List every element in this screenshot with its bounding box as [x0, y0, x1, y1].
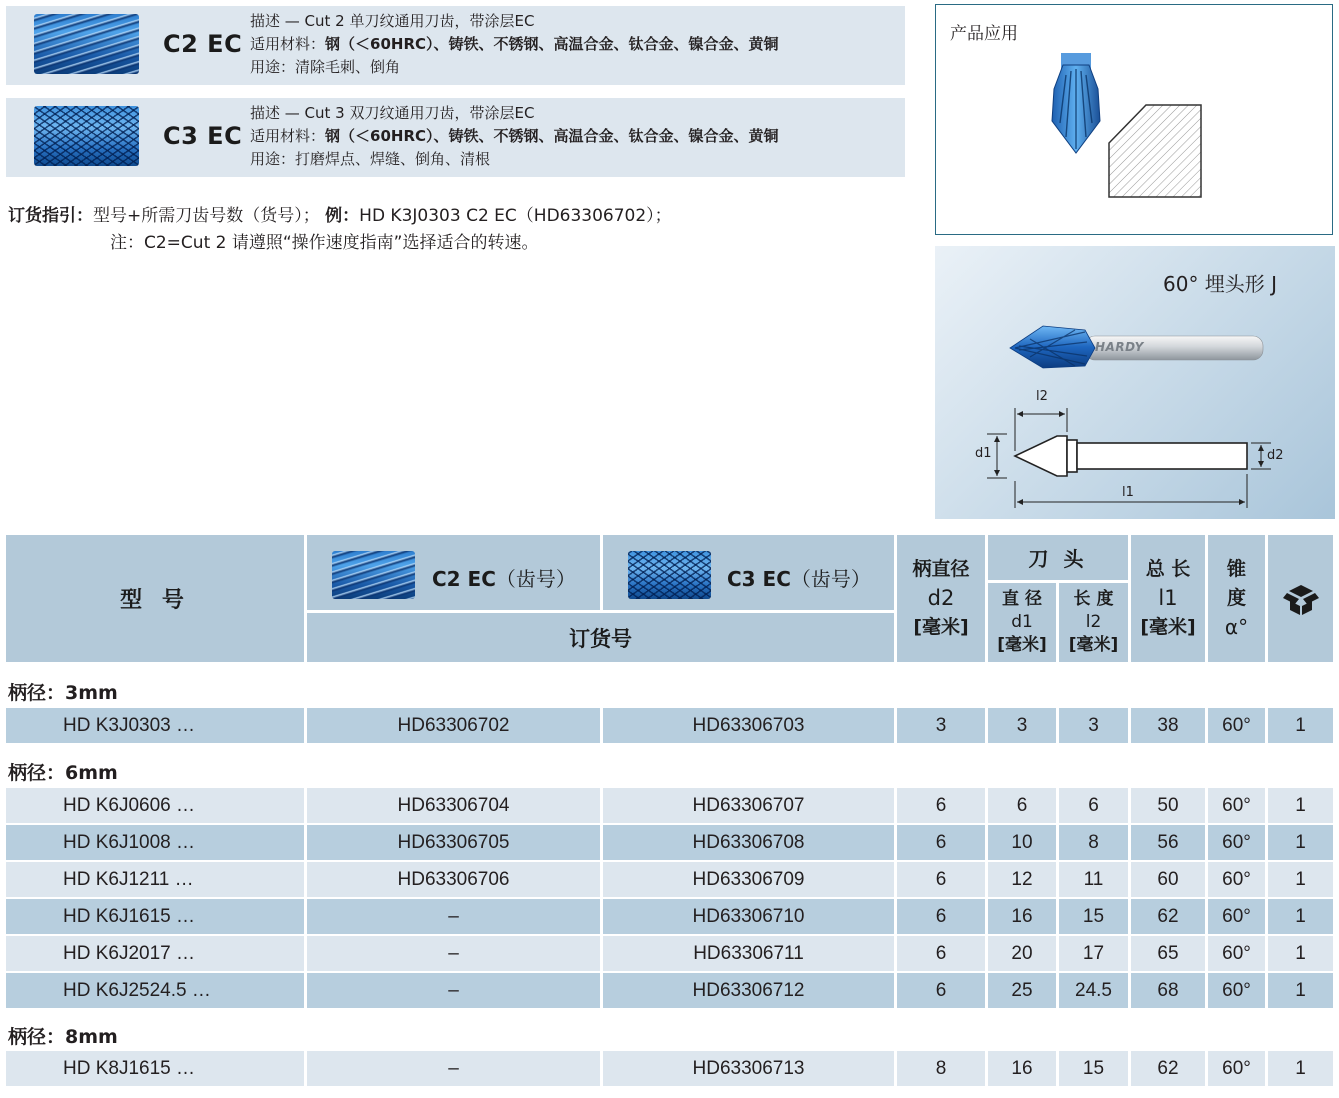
application-panel	[935, 4, 1333, 235]
ordering-text: 型号+所需刀齿号数（货号）；	[93, 206, 320, 226]
cell-d2: 6	[897, 825, 985, 860]
cutter-drawing	[935, 246, 1335, 519]
cell-pack: 1	[1268, 708, 1333, 743]
cell-d1: 25	[988, 973, 1056, 1008]
cell-c3: HD63306707	[603, 788, 894, 823]
cell-d1: 16	[988, 1051, 1056, 1086]
cell-l2: 24.5	[1059, 973, 1128, 1008]
header-c3-label	[727, 563, 871, 592]
cell-d1: 20	[988, 936, 1056, 971]
materials-text: 钢（＜60HRC）、铸铁、不锈钢、高温合金、钛合金、镍合金、黄铜	[325, 35, 779, 53]
cell-l1: 60	[1131, 862, 1205, 897]
dim-d2-label: d2	[1267, 448, 1284, 463]
cell-c3: HD63306711	[603, 936, 894, 971]
cell-l1: 38	[1131, 708, 1205, 743]
header-total-symbol: l1	[1158, 586, 1178, 610]
example-label: 例：	[325, 206, 360, 226]
header-taper-symbol: α°	[1224, 615, 1249, 639]
cell-d1: 6	[988, 788, 1056, 823]
desc-prefix: 描述 —	[250, 12, 305, 30]
header-length-symbol: l2	[1085, 612, 1102, 632]
dim-l2-label: l2	[1036, 389, 1048, 404]
cell-l1: 65	[1131, 936, 1205, 971]
header-diameter-title: 直 径	[1002, 589, 1042, 609]
desc-text: Cut 2 单刀纹通用刀齿，带涂层EC	[304, 12, 535, 30]
header-total-unit: [毫米]	[1140, 616, 1196, 638]
example-text: HD K3J0303 C2 EC（HD63306702）；	[359, 206, 672, 226]
desc-text: Cut 3 双刀纹通用刀齿，带涂层EC	[304, 104, 535, 122]
cell-c2: –	[307, 936, 600, 971]
cell-angle: 60°	[1208, 862, 1265, 897]
cell-c2: HD63306706	[307, 862, 600, 897]
cell-angle: 60°	[1208, 1051, 1265, 1086]
materials-text: 钢（＜60HRC）、铸铁、不锈钢、高温合金、钛合金、镍合金、黄铜	[325, 127, 779, 145]
header-shank-symbol: d2	[927, 586, 955, 610]
cell-angle: 60°	[1208, 973, 1265, 1008]
header-shank-unit: [毫米]	[913, 616, 969, 638]
cell-l1: 50	[1131, 788, 1205, 823]
header-diameter-unit: [毫米]	[997, 635, 1047, 655]
materials-label: 适用材料：	[250, 35, 326, 53]
cell-d2: 6	[897, 973, 985, 1008]
cell-d1: 16	[988, 899, 1056, 934]
cell-model: HD K6J1008 …	[6, 825, 304, 860]
dim-d1-label: d1	[975, 446, 992, 461]
cell-l2: 11	[1059, 862, 1128, 897]
cell-c2: HD63306705	[307, 825, 600, 860]
cell-l2: 15	[1059, 899, 1128, 934]
cell-angle: 60°	[1208, 899, 1265, 934]
c3-cut-texture-image	[628, 551, 711, 599]
header-c2	[307, 535, 600, 610]
cell-c2: –	[307, 973, 600, 1008]
cell-l1: 62	[1131, 899, 1205, 934]
cell-angle: 60°	[1208, 825, 1265, 860]
cell-l2: 6	[1059, 788, 1128, 823]
cell-c2: –	[307, 1051, 600, 1086]
cell-c3: HD63306703	[603, 708, 894, 743]
cell-c2: HD63306704	[307, 788, 600, 823]
cell-d2: 6	[897, 788, 985, 823]
cell-pack: 1	[1268, 1051, 1333, 1086]
cell-angle: 60°	[1208, 788, 1265, 823]
cell-pack: 1	[1268, 899, 1333, 934]
cell-l2: 8	[1059, 825, 1128, 860]
drawing-title: 60° 埋头形 J	[1163, 272, 1278, 296]
box-icon	[1283, 582, 1319, 616]
use-label: 用途：	[250, 58, 296, 76]
cell-d2: 3	[897, 708, 985, 743]
header-length-unit: [毫米]	[1068, 635, 1119, 655]
header-length-title: 长 度	[1073, 589, 1114, 609]
ordering-label: 订货指引：	[8, 206, 93, 226]
header-c3	[603, 535, 894, 610]
product-code: C2 EC	[163, 30, 243, 58]
cell-d1: 12	[988, 862, 1056, 897]
cell-l1: 62	[1131, 1051, 1205, 1086]
group-label-6mm: 柄径：6mm	[8, 762, 118, 784]
c2-cut-texture-image	[34, 14, 139, 74]
product-use	[250, 148, 490, 171]
header-taper	[1208, 535, 1265, 662]
header-head: 刀 头	[988, 535, 1128, 580]
header-shank-title: 柄直径	[912, 558, 970, 580]
cell-l2: 3	[1059, 708, 1128, 743]
cell-model: HD K3J0303 …	[6, 708, 304, 743]
cell-c3: HD63306713	[603, 1051, 894, 1086]
desc-prefix: 描述 —	[250, 104, 305, 122]
cell-d2: 6	[897, 936, 985, 971]
use-text: 清除毛刺、倒角	[295, 58, 401, 76]
cell-pack: 1	[1268, 788, 1333, 823]
c2-cut-texture-image	[332, 551, 415, 599]
header-c3-suffix: （齿号）	[790, 567, 871, 591]
header-model: 型 号	[6, 535, 304, 662]
product-description	[250, 102, 534, 125]
product-use	[250, 56, 400, 79]
header-c3-code: C3 EC	[727, 567, 791, 591]
cell-d2: 8	[897, 1051, 985, 1086]
cell-model: HD K6J2524.5 …	[6, 973, 304, 1008]
cell-d2: 6	[897, 899, 985, 934]
product-materials	[250, 125, 779, 148]
cell-c2: HD63306702	[307, 708, 600, 743]
cell-d1: 3	[988, 708, 1056, 743]
header-diameter-symbol: d1	[1011, 612, 1033, 632]
cell-pack: 1	[1268, 936, 1333, 971]
cell-angle: 60°	[1208, 708, 1265, 743]
cell-model: HD K6J1211 …	[6, 862, 304, 897]
product-band-c3	[6, 98, 905, 177]
header-c2-label	[432, 563, 576, 592]
technical-drawing-panel	[935, 246, 1335, 519]
cell-pack: 1	[1268, 825, 1333, 860]
cell-model: HD K8J1615 …	[6, 1051, 304, 1086]
ordering-note: 注：C2=Cut 2 请遵照“操作速度指南”选择适合的转速。	[110, 233, 539, 253]
cell-pack: 1	[1268, 973, 1333, 1008]
cell-model: HD K6J1615 …	[6, 899, 304, 934]
product-materials	[250, 33, 779, 56]
application-title: 产品应用	[950, 24, 1018, 44]
product-band-c2	[6, 6, 905, 85]
cell-model: HD K6J2017 …	[6, 936, 304, 971]
application-illustration	[1036, 45, 1236, 205]
cell-c3: HD63306709	[603, 862, 894, 897]
header-taper-title-1: 锥	[1226, 558, 1246, 580]
use-label: 用途：	[250, 150, 296, 168]
group-label-3mm: 柄径：3mm	[8, 682, 118, 704]
header-total-title: 总 长	[1145, 558, 1191, 580]
header-shank	[897, 535, 985, 662]
dim-l1-label: l1	[1122, 485, 1134, 500]
use-text: 打磨焊点、焊缝、倒角、清根	[295, 150, 491, 168]
cell-l2: 17	[1059, 936, 1128, 971]
group-label-8mm: 柄径：8mm	[8, 1026, 118, 1048]
product-description	[250, 10, 534, 33]
cell-l1: 56	[1131, 825, 1205, 860]
cell-c3: HD63306708	[603, 825, 894, 860]
cell-d2: 6	[897, 862, 985, 897]
cell-pack: 1	[1268, 862, 1333, 897]
cell-c2: –	[307, 899, 600, 934]
header-diameter	[988, 583, 1056, 662]
cell-c3: HD63306710	[603, 899, 894, 934]
cell-l1: 68	[1131, 973, 1205, 1008]
cell-model: HD K6J0606 …	[6, 788, 304, 823]
header-c2-suffix: （齿号）	[495, 567, 576, 591]
brand-marking: HARDY	[1095, 340, 1144, 354]
materials-label: 适用材料：	[250, 127, 326, 145]
cell-l2: 15	[1059, 1051, 1128, 1086]
header-length	[1059, 583, 1128, 662]
header-total-length	[1131, 535, 1205, 662]
header-c2-code: C2 EC	[432, 567, 496, 591]
header-pack	[1268, 535, 1333, 662]
header-taper-title-2: 度	[1226, 587, 1246, 609]
c3-cut-texture-image	[34, 106, 139, 166]
cell-angle: 60°	[1208, 936, 1265, 971]
ordering-guide	[8, 201, 672, 226]
header-order-number: 订货号	[307, 613, 894, 662]
cell-d1: 10	[988, 825, 1056, 860]
cell-c3: HD63306712	[603, 973, 894, 1008]
product-code: C3 EC	[163, 122, 243, 150]
